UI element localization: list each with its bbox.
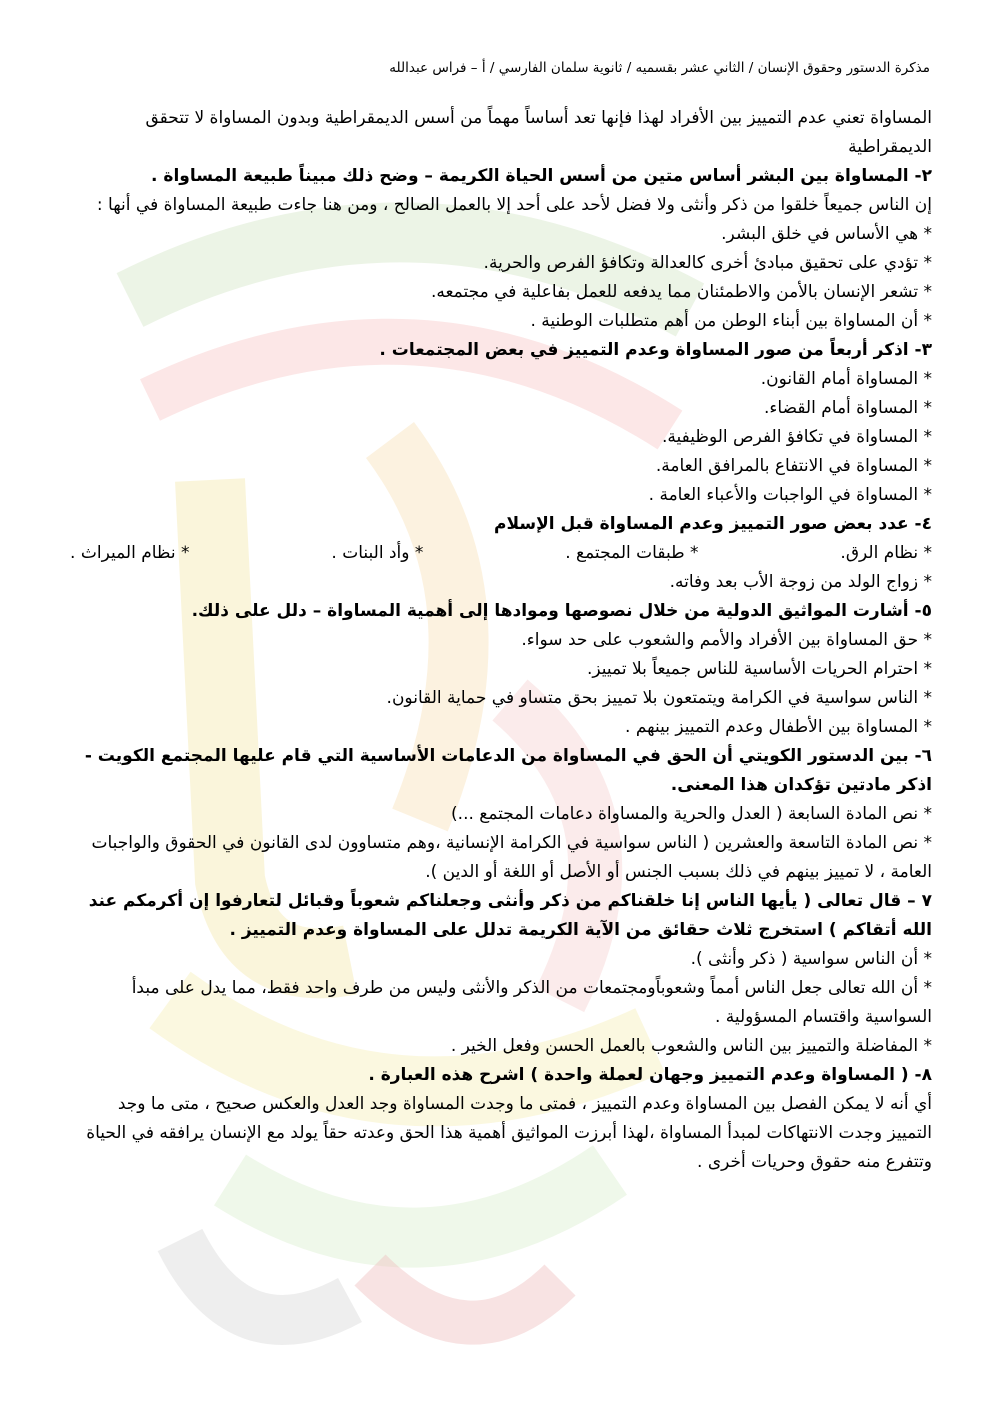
- answer-8: أي أنه لا يمكن الفصل بين المساواة وعدم التمييز ، فمتى ما وجدت المساواة وجد العدل والعكس صحيح ، متى ما وجد التمييز وجدت الانتهاكات لمبدأ المساواة ،لهذا أبرزت المواثيق أهمية هذا الحق وعدته حقاً يولد مع الإنسان يرافقه في الحياة وتتفرع منه حقوق وحريات أخرى .: [86, 1094, 932, 1172]
- bullet-item: * المساواة في تكافؤ الفرص الوظيفية.: [662, 427, 932, 447]
- document-body: [70, 104, 932, 1177]
- bullet-item: * أن المساواة بين أبناء الوطن من أهم متطلبات الوطنية .: [530, 311, 932, 331]
- bullet-item: * هي الأساس في خلق البشر.: [721, 224, 932, 244]
- question-7: ٧ – قال تعالى ( يأيها الناس إنا خلقناكم من ذكر وأنثى وجعلناكم شعوباً وقبائل لتعارفوا إن أكرمكم عند الله أتقاكم ) استخرج ثلاث حقائق من الآية الكريمة تدلل على المساواة وعدم التمييز .: [88, 891, 932, 940]
- question-4: ٤- عدد بعض صور التمييز وعدم المساواة قبل الإسلام: [494, 514, 932, 534]
- bullet-item: * احترام الحريات الأساسية للناس جميعاً بلا تمييز.: [586, 659, 932, 679]
- answer-2: إن الناس جميعاً خلقوا من ذكر وأنثى ولا فضل لأحد على أحد إلا بالعمل الصالح ، ومن هنا جاءت طبيعة المساواة في أنها :: [96, 195, 932, 215]
- question-6: ٦- بين الدستور الكويتي أن الحق في المساواة من الدعامات الأساسية التي قام عليها المجتمع الكويت - اذكر مادتين تؤكدان هذا المعنى.: [84, 746, 932, 795]
- bullet-item: * نظام الرق.: [840, 543, 932, 563]
- question-2: ٢- المساواة بين البشر أساس متين من أسس الحياة الكريمة – وضح ذلك مبيناً طبيعة المساواة .: [151, 166, 932, 186]
- bullet-item: * المساواة بين الأطفال وعدم التمييز بينهم .: [625, 717, 932, 737]
- question-3: ٣- اذكر أربعاً من صور المساواة وعدم التمييز في بعض المجتمعات .: [379, 340, 932, 360]
- question-8: ٨- ( المساواة وعدم التمييز وجهان لعملة واحدة ) اشرح هذه العبارة .: [368, 1065, 932, 1085]
- bullet-item: * نص المادة السابعة ( العدل والحرية والمساواة دعامات المجتمع ...): [451, 804, 932, 824]
- bullet-item: * نص المادة التاسعة والعشرين ( الناس سواسية في الكرامة الإنسانية ،وهم متساوون لدى القانون في الحقوق والواجبات العامة ، لا تمييز بينهم في ذلك بسبب الجنس أو الأصل أو اللغة أو الدين ).: [91, 833, 932, 882]
- bullet-item: * نظام الميراث .: [70, 543, 190, 563]
- bullet-item: * المساواة في الواجبات والأعباء العامة .: [648, 485, 932, 505]
- page-header: مذكرة الدستور وحقوق الإنسان / الثاني عشر بقسميه / ثانوية سلمان الفارسي / أ – فراس عبدالله: [389, 60, 930, 76]
- bullet-item: * المساواة أمام القضاء.: [764, 398, 932, 418]
- bullet-item: * طبقات المجتمع .: [565, 543, 699, 563]
- intro-paragraph: المساواة تعني عدم التمييز بين الأفراد لهذا فإنها تعد أساساً مهماً من أسس الديمقراطية وبدون المساواة لا تتحقق الديمقراطية: [145, 108, 932, 157]
- bullet-item: * أن الله تعالى جعل الناس أمماً وشعوباًومجتمعات من الذكر والأنثى وليس من طرف واحد فقط، مما يدل على مبدأ السواسية واقتسام المسؤولية .: [131, 978, 932, 1027]
- bullet-item: * المفاضلة والتمييز بين الناس والشعوب بالعمل الحسن وفعل الخير .: [450, 1036, 932, 1056]
- bullet-item: * المساواة أمام القانون.: [760, 369, 932, 389]
- bullet-item: * الناس سواسية في الكرامة ويتمتعون بلا تمييز بحق متساو في حماية القانون.: [386, 688, 932, 708]
- bullet-item: * تؤدي على تحقيق مبادئ أخرى كالعدالة وتكافؤ الفرص والحرية.: [483, 253, 932, 273]
- pre-islam-list: [70, 539, 932, 568]
- bullet-item: * زواج الولد من زوجة الأب بعد وفاته.: [669, 572, 932, 592]
- bullet-item: * حق المساواة بين الأفراد والأمم والشعوب على حد سواء.: [521, 630, 932, 650]
- bullet-item: * المساواة في الانتفاع بالمرافق العامة.: [655, 456, 932, 476]
- question-5: ٥- أشارت المواثيق الدولية من خلال نصوصها وموادها إلى أهمية المساواة – دلل على ذلك.: [191, 601, 932, 621]
- bullet-item: * وأد البنات .: [331, 543, 424, 563]
- bullet-item: * أن الناس سواسية ( ذكر وأنثى ).: [690, 949, 932, 969]
- bullet-item: * تشعر الإنسان بالأمن والاطمئنان مما يدفعه للعمل بفاعلية في مجتمعه.: [430, 282, 932, 302]
